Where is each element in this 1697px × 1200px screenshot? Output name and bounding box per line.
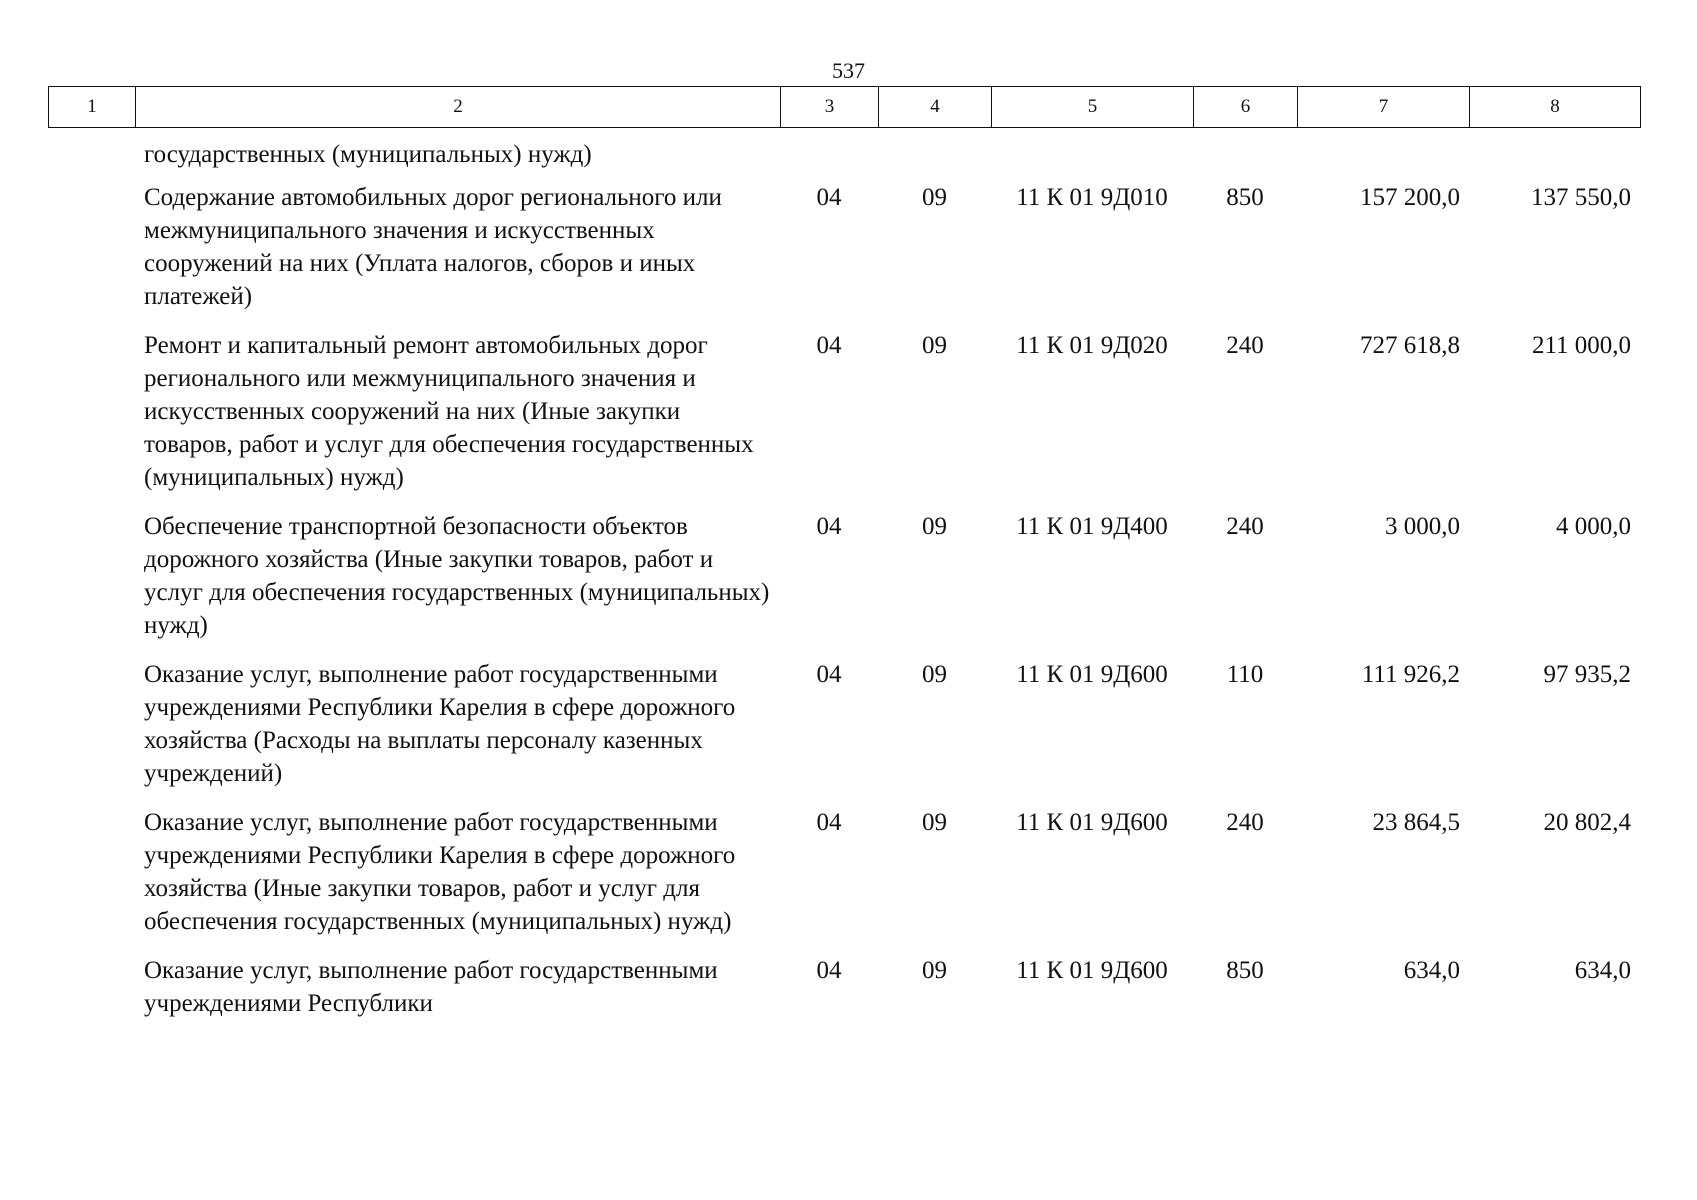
row-section: 04 (816, 184, 842, 211)
row-expense-type: 240 (1226, 809, 1264, 836)
row-target-article: 11 К 01 9Д400 (1016, 513, 1168, 540)
row-target-article: 11 К 01 9Д600 (1016, 661, 1168, 688)
row-sum-year1: 157 200,0 (1360, 184, 1461, 211)
row-sum-year1: 727 618,8 (1360, 332, 1461, 359)
header-col-8: 8 (1470, 87, 1641, 128)
row-sum-year2: 20 802,4 (1543, 809, 1632, 836)
row-expense-type: 850 (1226, 184, 1264, 211)
row-sum-year2: 634,0 (1574, 957, 1632, 984)
row-section: 04 (816, 957, 842, 984)
table-row (48, 329, 1640, 510)
row-target-article: 11 К 01 9Д600 (1016, 957, 1168, 984)
table-header (48, 86, 1641, 128)
row-subsection: 09 (922, 513, 948, 540)
row-subsection: 09 (922, 184, 948, 211)
continuation-text: государственных (муниципальных) нужд) (144, 141, 592, 168)
row-expense-type: 240 (1226, 513, 1264, 540)
row-sum-year2: 137 550,0 (1531, 184, 1632, 211)
page-number: 537 (832, 58, 865, 83)
header-col-1: 1 (49, 87, 136, 128)
header-col-2: 2 (136, 87, 781, 128)
row-section: 04 (816, 513, 842, 540)
header-col-3: 3 (781, 87, 879, 128)
row-sum-year1: 23 864,5 (1372, 809, 1461, 836)
table-row (48, 658, 1640, 806)
row-subsection: 09 (922, 661, 948, 688)
row-name: Содержание автомобильных дорог регионального или межмуниципального значения и искусственных сооружений на них (Уплата налогов, сборов и иных платежей) (144, 184, 722, 310)
header-col-5: 5 (992, 87, 1194, 128)
header-col-6: 6 (1194, 87, 1298, 128)
row-target-article: 11 К 01 9Д010 (1016, 184, 1168, 211)
row-name: Обеспечение транспортной безопасности объектов дорожного хозяйства (Иные закупки товаров, работ и услуг для обеспечения государственных (муниципальных) нужд) (144, 513, 770, 639)
row-expense-type: 240 (1226, 332, 1264, 359)
row-section: 04 (816, 332, 842, 359)
row-sum-year1: 634,0 (1403, 957, 1461, 984)
row-sum-year1: 111 926,2 (1361, 661, 1461, 688)
table-row (48, 806, 1640, 954)
row-section: 04 (816, 661, 842, 688)
row-sum-year2: 211 000,0 (1531, 332, 1632, 359)
row-expense-type: 110 (1226, 661, 1264, 688)
row-subsection: 09 (922, 809, 948, 836)
row-sum-year2: 4 000,0 (1556, 513, 1632, 540)
row-target-article: 11 К 01 9Д020 (1016, 332, 1168, 359)
row-name: Оказание услуг, выполнение работ государственными учреждениями Республики Карелия в сфере дорожного хозяйства (Иные закупки товаров, работ и услуг для обеспечения государственных (муниципальных) нужд) (144, 809, 736, 935)
header-col-7: 7 (1298, 87, 1470, 128)
row-name: Оказание услуг, выполнение работ государственными учреждениями Республики (144, 957, 718, 1017)
row-target-article: 11 К 01 9Д600 (1016, 809, 1168, 836)
row-expense-type: 850 (1226, 957, 1264, 984)
header-row (49, 87, 1641, 128)
row-section: 04 (816, 809, 842, 836)
header-col-4: 4 (879, 87, 992, 128)
table-row (48, 181, 1640, 329)
row-subsection: 09 (922, 957, 948, 984)
row-subsection: 09 (922, 332, 948, 359)
table-row (48, 954, 1640, 1036)
row-name: Оказание услуг, выполнение работ государственными учреждениями Республики Карелия в сфере дорожного хозяйства (Расходы на выплаты персоналу казенных учреждений) (144, 661, 736, 787)
table-body (48, 138, 1640, 1036)
row-name: Ремонт и капитальный ремонт автомобильных дорог регионального или межмуниципального значения и искусственных сооружений на них (Иные закупки товаров, работ и услуг для обеспечения государственных (муниципальных) нужд) (144, 332, 754, 491)
row-sum-year2: 97 935,2 (1543, 661, 1632, 688)
table-row (48, 510, 1640, 658)
row-sum-year1: 3 000,0 (1385, 513, 1461, 540)
continuation-row (48, 138, 1640, 181)
